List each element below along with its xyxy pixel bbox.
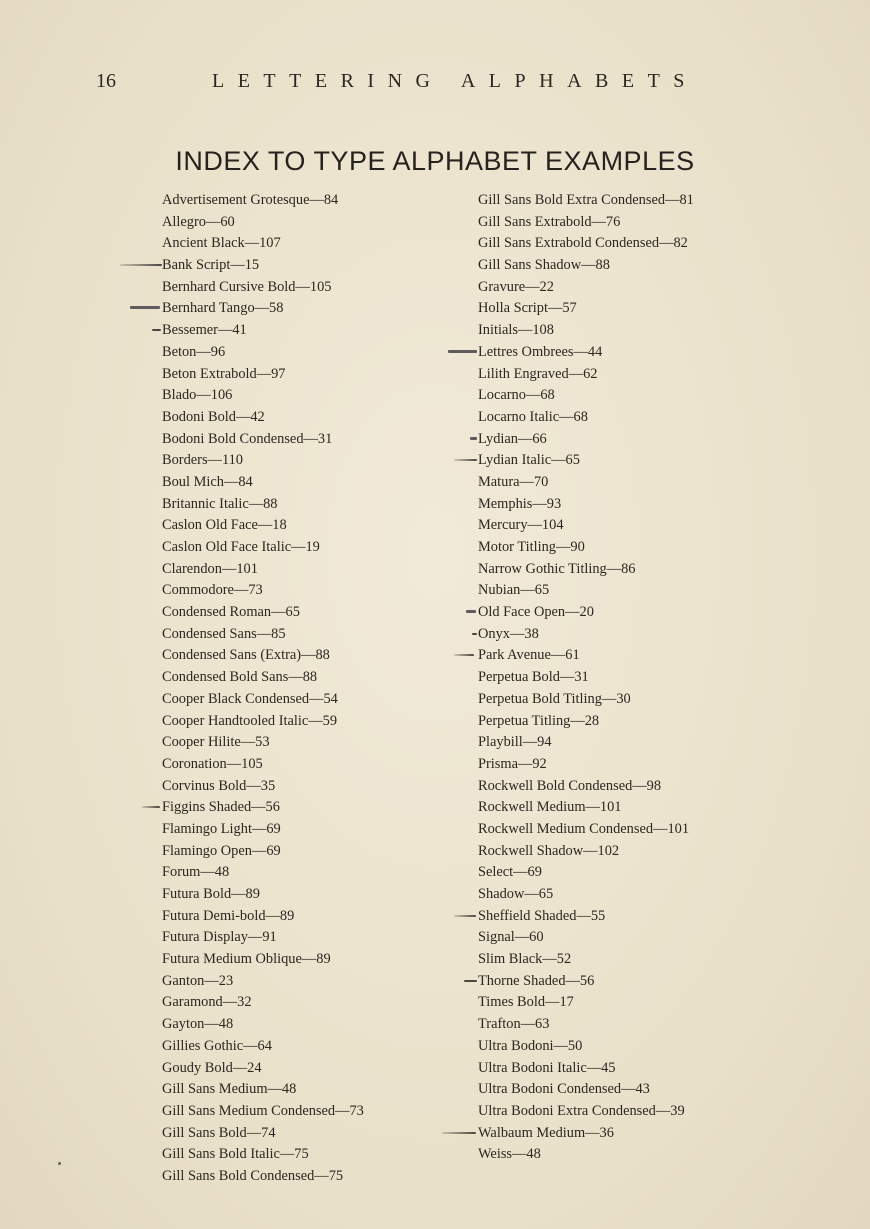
index-entry <box>478 645 694 667</box>
index-entry-text: Narrow Gothic Titling—86 <box>478 560 636 577</box>
index-entry <box>162 776 364 798</box>
index-entry-text: Cooper Handtooled Italic—59 <box>162 712 338 729</box>
index-entry-text: Corvinus Bold—35 <box>162 777 276 794</box>
index-entry-text: Bernhard Cursive Bold—105 <box>162 278 332 295</box>
index-entry <box>478 1058 694 1080</box>
index-entry <box>478 862 694 884</box>
index-entry <box>162 949 364 971</box>
index-entry-text: Allegro—60 <box>162 213 235 230</box>
pencil-mark <box>464 980 477 982</box>
index-entry <box>162 624 364 646</box>
index-entry-text: Caslon Old Face Italic—19 <box>162 539 320 555</box>
index-entry-text: Ultra Bodoni—50 <box>478 1037 583 1054</box>
index-entry-text: Beton—96 <box>162 343 226 360</box>
index-entry <box>478 1144 694 1166</box>
index-entry <box>162 689 364 711</box>
index-entry <box>162 515 364 537</box>
paper-speck <box>58 1162 61 1165</box>
index-entry-text: Gill Sans Extrabold Condensed—82 <box>478 235 688 252</box>
index-entry-text: Perpetua Bold—31 <box>478 669 589 686</box>
running-head: LETTERING ALPHABETS <box>212 70 698 92</box>
index-entry <box>478 320 694 342</box>
index-entry-text: Onyx—38 <box>478 625 539 642</box>
index-entry-text: Shadow—65 <box>478 886 554 902</box>
index-entry <box>162 233 364 255</box>
index-entry-text: Bodoni Bold—42 <box>162 408 265 425</box>
index-entry-text: Forum—48 <box>162 864 230 881</box>
pencil-mark <box>152 329 161 331</box>
index-entry-text: Locarno Italic—68 <box>478 408 588 425</box>
index-entry <box>162 1014 364 1036</box>
index-entry-text: Bank Script—15 <box>162 257 260 274</box>
index-entry-text: Gravure—22 <box>478 278 554 295</box>
index-entry-text: Trafton—63 <box>478 1016 550 1033</box>
index-entry <box>162 320 364 342</box>
index-entry <box>478 949 694 971</box>
index-entry <box>478 298 694 320</box>
index-entry-text: Bodoni Bold Condensed—31 <box>162 430 333 447</box>
index-entry <box>162 385 364 407</box>
index-entry-text: Holla Script—57 <box>478 300 577 317</box>
index-entry <box>478 580 694 602</box>
index-entry-text: Cooper Hilite—53 <box>162 734 270 751</box>
index-entry <box>478 233 694 255</box>
index-entry <box>478 1101 694 1123</box>
index-entry <box>478 1123 694 1145</box>
index-entry-text: Beton Extrabold—97 <box>162 365 286 382</box>
index-entry-text: Perpetua Bold Titling—30 <box>478 690 631 707</box>
index-entry <box>478 559 694 581</box>
pencil-mark <box>130 306 160 309</box>
index-column-right <box>478 190 694 1166</box>
index-entry <box>478 1036 694 1058</box>
index-entry-text: Britannic Italic—88 <box>162 495 278 512</box>
index-entry <box>162 862 364 884</box>
index-entry <box>162 971 364 993</box>
index-entry <box>162 1166 364 1188</box>
index-entry <box>478 385 694 407</box>
index-entry-text: Gill Sans Extrabold—76 <box>478 213 621 230</box>
index-entry <box>478 992 694 1014</box>
index-entry-text: Motor Titling—90 <box>478 539 585 555</box>
index-entry <box>162 645 364 667</box>
index-entry-text: Condensed Sans—85 <box>162 625 286 642</box>
index-entry-text: Slim Black—52 <box>478 951 572 968</box>
page-header <box>0 70 870 100</box>
index-entry-text: Advertisement Grotesque—84 <box>162 192 339 208</box>
index-entry-text: Gill Sans Medium Condensed—73 <box>162 1102 364 1119</box>
index-entry <box>478 494 694 516</box>
index-entry <box>162 364 364 386</box>
index-entry <box>478 255 694 277</box>
index-entry-text: Perpetua Titling—28 <box>478 712 600 729</box>
index-entry-text: Gill Sans Bold—74 <box>162 1124 276 1141</box>
index-entry <box>478 732 694 754</box>
index-entry <box>478 754 694 776</box>
index-entry <box>162 711 364 733</box>
index-entry <box>162 537 364 559</box>
index-entry <box>478 602 694 624</box>
index-entry <box>162 494 364 516</box>
index-entry-text: Goudy Bold—24 <box>162 1059 262 1076</box>
index-entry-text: Ganton—23 <box>162 972 234 989</box>
index-entry-text: Gayton—48 <box>162 1016 234 1033</box>
index-entry <box>162 580 364 602</box>
pencil-mark <box>120 264 162 266</box>
index-entry-text: Gill Sans Bold Italic—75 <box>162 1146 309 1163</box>
index-entry <box>478 472 694 494</box>
index-entry <box>162 667 364 689</box>
index-entry-text: Bessemer—41 <box>162 322 247 339</box>
pencil-mark <box>454 654 474 656</box>
index-entry-text: Condensed Roman—65 <box>162 604 300 621</box>
index-entry <box>162 884 364 906</box>
index-entry-text: Gill Sans Bold Extra Condensed—81 <box>478 192 694 208</box>
pencil-mark <box>454 915 476 917</box>
index-entry-text: Boul Mich—84 <box>162 473 253 490</box>
index-entry-text: Signal—60 <box>478 929 544 946</box>
pencil-mark <box>472 633 477 635</box>
index-entry <box>478 797 694 819</box>
index-entry <box>478 841 694 863</box>
index-entry <box>162 1123 364 1145</box>
index-entry-text: Futura Medium Oblique—89 <box>162 951 331 968</box>
index-entry <box>162 277 364 299</box>
index-entry-text: Garamond—32 <box>162 994 252 1011</box>
pencil-mark <box>470 437 477 440</box>
index-entry-text: Locarno—68 <box>478 387 555 404</box>
index-entry-text: Coronation—105 <box>162 755 263 772</box>
index-entry <box>478 1079 694 1101</box>
index-entry <box>478 819 694 841</box>
index-entry-text: Figgins Shaded—56 <box>162 799 280 816</box>
index-entry <box>478 537 694 559</box>
index-entry <box>162 559 364 581</box>
index-entry <box>478 711 694 733</box>
index-entry-text: Ultra Bodoni Italic—45 <box>478 1059 616 1076</box>
page-title: INDEX TO TYPE ALPHABET EXAMPLES <box>175 146 695 176</box>
index-entry-text: Cooper Black Condensed—54 <box>162 690 338 707</box>
index-entry-text: Gill Sans Shadow—88 <box>478 257 610 274</box>
index-entry-text: Rockwell Medium Condensed—101 <box>478 820 690 837</box>
page-number: 16 <box>96 70 116 92</box>
index-entry-text: Caslon Old Face—18 <box>162 517 287 534</box>
index-entry-text: Initials—108 <box>478 322 554 339</box>
pencil-mark <box>466 610 476 613</box>
index-entry <box>162 754 364 776</box>
index-entry-text: Walbaum Medium—36 <box>478 1124 614 1141</box>
pencil-mark <box>442 1132 476 1134</box>
index-entry <box>162 255 364 277</box>
index-entry <box>478 971 694 993</box>
index-entry-text: Borders—110 <box>162 452 244 469</box>
index-entry-text: Thorne Shaded—56 <box>478 972 595 989</box>
index-entry-text: Futura Demi-bold—89 <box>162 907 295 924</box>
index-entry-text: Rockwell Medium—101 <box>478 799 622 816</box>
index-entry-text: Clarendon—101 <box>162 560 258 577</box>
index-entry <box>478 212 694 234</box>
index-entry-text: Flamingo Open—69 <box>162 842 281 859</box>
index-entry-text: Old Face Open—20 <box>478 604 594 621</box>
index-column-left <box>162 190 364 1188</box>
pencil-mark <box>448 350 477 353</box>
index-entry <box>162 429 364 451</box>
index-entry <box>162 1101 364 1123</box>
index-entry <box>478 1014 694 1036</box>
index-entry-text: Gill Sans Bold Condensed—75 <box>162 1167 344 1184</box>
index-entry <box>162 841 364 863</box>
index-entry-text: Ultra Bodoni Condensed—43 <box>478 1081 650 1098</box>
index-entry-text: Sheffield Shaded—55 <box>478 907 606 924</box>
index-entry <box>162 732 364 754</box>
index-entry <box>478 277 694 299</box>
index-entry <box>162 602 364 624</box>
index-entry <box>162 1058 364 1080</box>
index-entry-text: Times Bold—17 <box>478 994 574 1011</box>
index-entry-text: Ancient Black—107 <box>162 235 281 252</box>
index-entry <box>162 342 364 364</box>
index-entry-text: Rockwell Bold Condensed—98 <box>478 777 662 794</box>
index-entry-text: Nubian—65 <box>478 582 550 599</box>
index-entry-text: Condensed Sans (Extra)—88 <box>162 647 330 664</box>
index-entry <box>478 884 694 906</box>
index-entry <box>478 364 694 386</box>
index-entry <box>478 906 694 928</box>
pencil-mark <box>142 806 160 808</box>
index-entry-text: Weiss—48 <box>478 1146 541 1163</box>
index-entry-text: Select—69 <box>478 864 542 881</box>
index-entry <box>478 927 694 949</box>
index-entry <box>162 906 364 928</box>
index-entry <box>162 927 364 949</box>
index-entry-text: Playbill—94 <box>478 734 552 751</box>
index-entry <box>478 776 694 798</box>
index-entry-text: Futura Display—91 <box>162 929 277 946</box>
index-entry-text: Park Avenue—61 <box>478 647 580 664</box>
index-entry-text: Flamingo Light—69 <box>162 820 281 837</box>
index-entry-text: Lydian—66 <box>478 430 547 447</box>
index-entry-text: Prisma—92 <box>478 755 547 772</box>
index-entry <box>162 1036 364 1058</box>
index-entry <box>478 342 694 364</box>
index-entry <box>162 190 364 212</box>
index-entry-text: Lydian Italic—65 <box>478 452 580 469</box>
index-entry-text: Gill Sans Medium—48 <box>162 1081 297 1098</box>
index-entry <box>162 992 364 1014</box>
index-entry <box>162 472 364 494</box>
index-entry <box>162 819 364 841</box>
index-entry <box>162 450 364 472</box>
index-entry <box>162 298 364 320</box>
index-entry-text: Lettres Ombrees—44 <box>478 343 603 360</box>
pencil-mark <box>454 459 477 461</box>
index-entry <box>478 429 694 451</box>
index-entry-text: Gillies Gothic—64 <box>162 1037 272 1054</box>
index-entry-text: Futura Bold—89 <box>162 886 260 902</box>
index-entry-text: Commodore—73 <box>162 582 263 599</box>
index-entry <box>162 1144 364 1166</box>
index-entry-text: Memphis—93 <box>478 495 562 512</box>
index-entry-text: Blado—106 <box>162 387 233 404</box>
index-entry-text: Rockwell Shadow—102 <box>478 842 620 859</box>
index-entry <box>162 1079 364 1101</box>
index-entry <box>478 667 694 689</box>
index-entry-text: Bernhard Tango—58 <box>162 300 284 317</box>
index-entry-text: Ultra Bodoni Extra Condensed—39 <box>478 1102 685 1119</box>
index-entry <box>162 212 364 234</box>
index-entry <box>162 797 364 819</box>
index-entry <box>478 515 694 537</box>
index-entry-text: Lilith Engraved—62 <box>478 365 598 382</box>
index-entry <box>478 624 694 646</box>
index-entry-text: Matura—70 <box>478 473 549 490</box>
index-entry <box>478 689 694 711</box>
index-entry-text: Mercury—104 <box>478 517 564 534</box>
index-entry <box>162 407 364 429</box>
index-entry-text: Condensed Bold Sans—88 <box>162 669 318 686</box>
index-entry <box>478 407 694 429</box>
index-entry <box>478 450 694 472</box>
index-entry <box>478 190 694 212</box>
